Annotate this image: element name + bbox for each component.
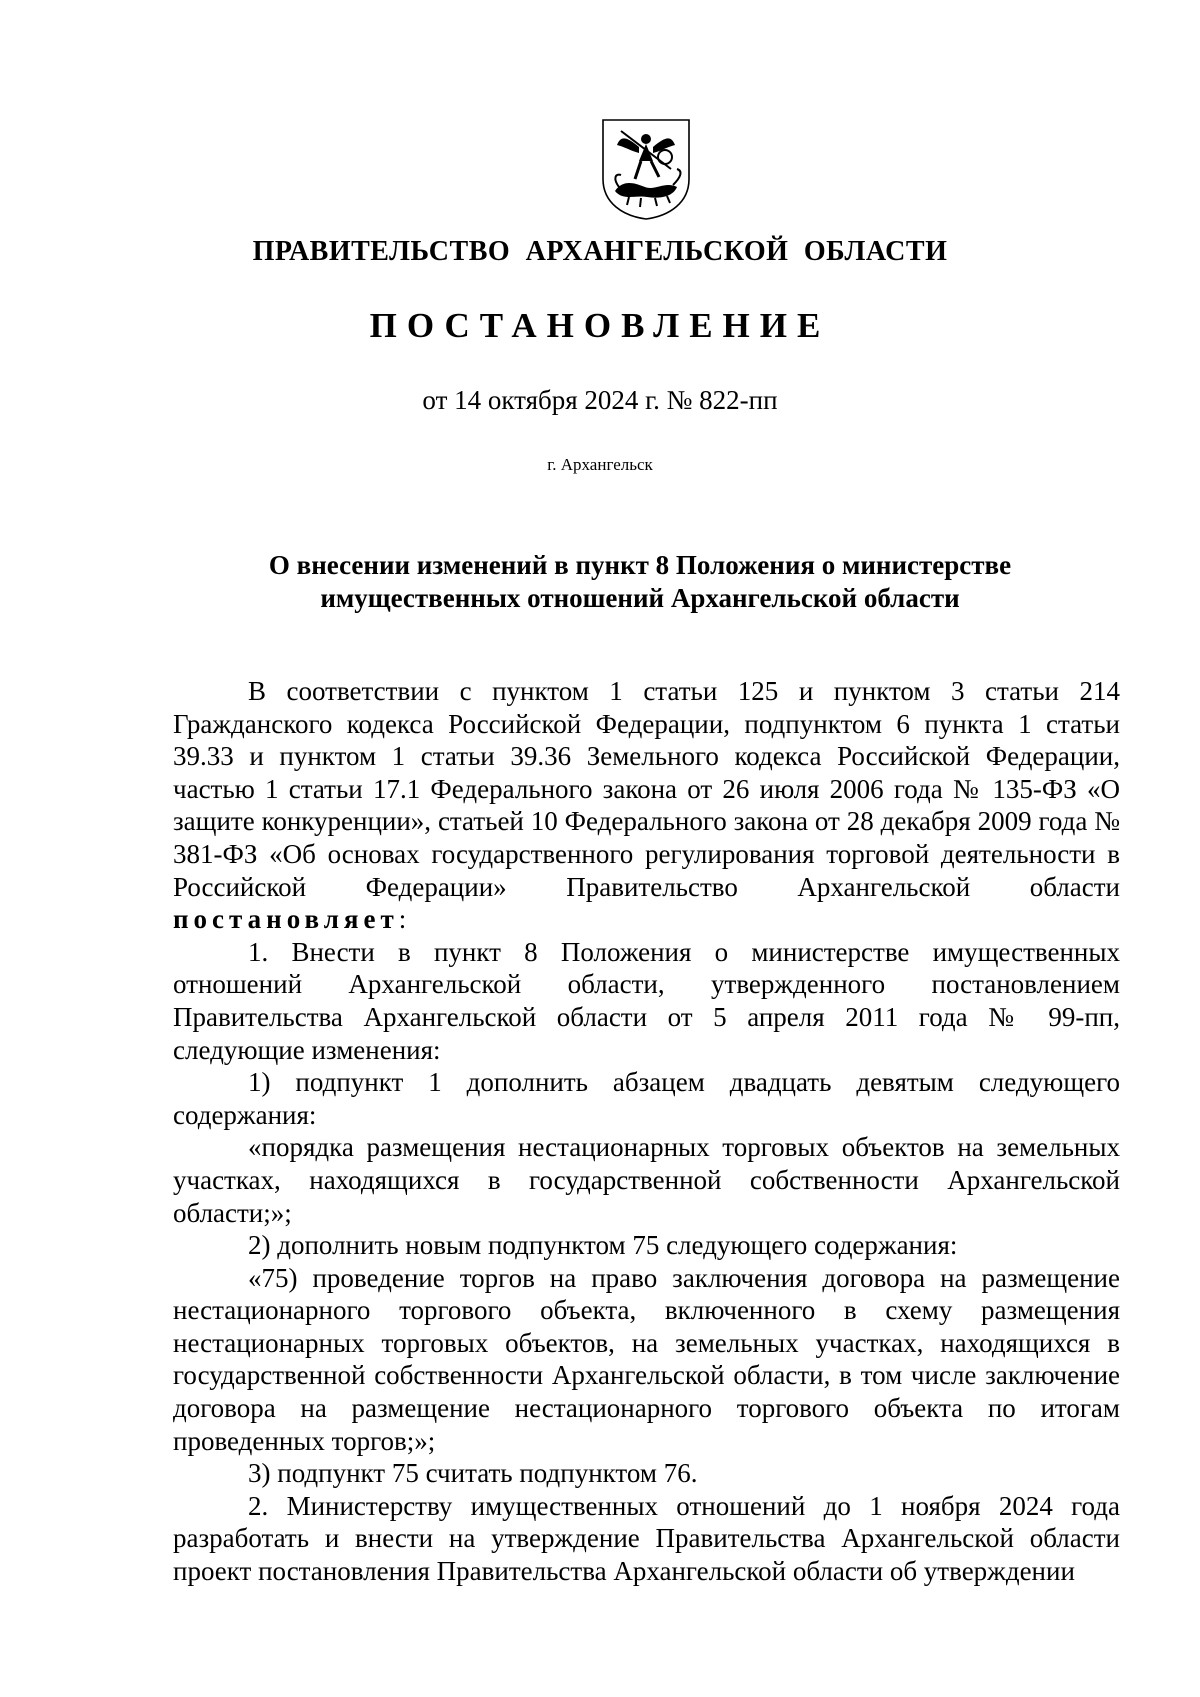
arkhangelsk-coat-of-arms-icon — [599, 117, 693, 221]
subject-line: О внесении изменений в пункт 8 Положения о министерстве — [268, 550, 1012, 580]
date-and-number: от 14 октября 2024 г. № 822-пп — [422, 385, 778, 415]
body-paragraph: 2. Министерству имущественных отношений до 1 ноября 2024 года разработать и внести на утверждение Правительства Архангельской области проект постановления Правительства Архангельской области об утверждении — [173, 1490, 1120, 1587]
preamble-text: В соответствии с пунктом 1 статьи 125 и пунктом 3 статьи 214 Гражданского кодекса Российской Федерации, подпунктом 6 пункта 1 статьи 39.33 и пунктом 1 статьи 39.36 Земельного кодекса Российской Федерации, частью 1 статьи 17.1 Федерального закона от 26 июля 2006 года № 135-ФЗ «О защите конкуренции», статьей 10 Федерального закона от 28 декабря 2009 года № 381-ФЗ «Об основах государственного регулирования торговой деятельности в Российской Федерации» Правительство Архангельской области — [173, 676, 1120, 902]
body-paragraph: «75) проведение торгов на право заключения договора на размещение нестационарного торгового объекта, включенного в схему размещения нестационарных торговых объектов, на земельных участках, находящихся в государственной собственности Архангельской области, в том числе заключение договора на размещение нестационарного торгового объекта по итогам проведенных торгов;»; — [173, 1262, 1120, 1456]
document-type: ПОСТАНОВЛЕНИЕ — [369, 306, 831, 345]
city: г. Архангельск — [547, 455, 653, 474]
body-paragraph: «порядка размещения нестационарных торговых объектов на земельных участках, находящихся в государственной собственности Архангельской области;»; — [173, 1132, 1120, 1228]
document-subject — [160, 549, 1120, 615]
document-body — [173, 675, 1120, 1588]
body-paragraph: 1. Внести в пункт 8 Положения о министерстве имущественных отношений Архангельской области, утвержденного постановлением Правительства Архангельской области от 5 апреля 2011 года № 99-пп, следующие изменения: — [173, 936, 1120, 1065]
resolves-word: постановляет — [173, 904, 399, 935]
body-paragraph: 1) подпункт 1 дополнить абзацем двадцать девятым следующего содержания: — [173, 1067, 1120, 1130]
body-paragraph: 2) дополнить новым подпунктом 75 следующего содержания: — [248, 1230, 958, 1261]
government-name: ПРАВИТЕЛЬСТВО АРХАНГЕЛЬСКОЙ ОБЛАСТИ — [252, 236, 948, 267]
body-paragraph: 3) подпункт 75 считать подпунктом 76. — [248, 1458, 698, 1489]
resolves-colon: : — [398, 904, 407, 935]
subject-line: имущественных отношений Архангельской области — [320, 583, 960, 613]
preamble-paragraph — [173, 675, 1120, 936]
